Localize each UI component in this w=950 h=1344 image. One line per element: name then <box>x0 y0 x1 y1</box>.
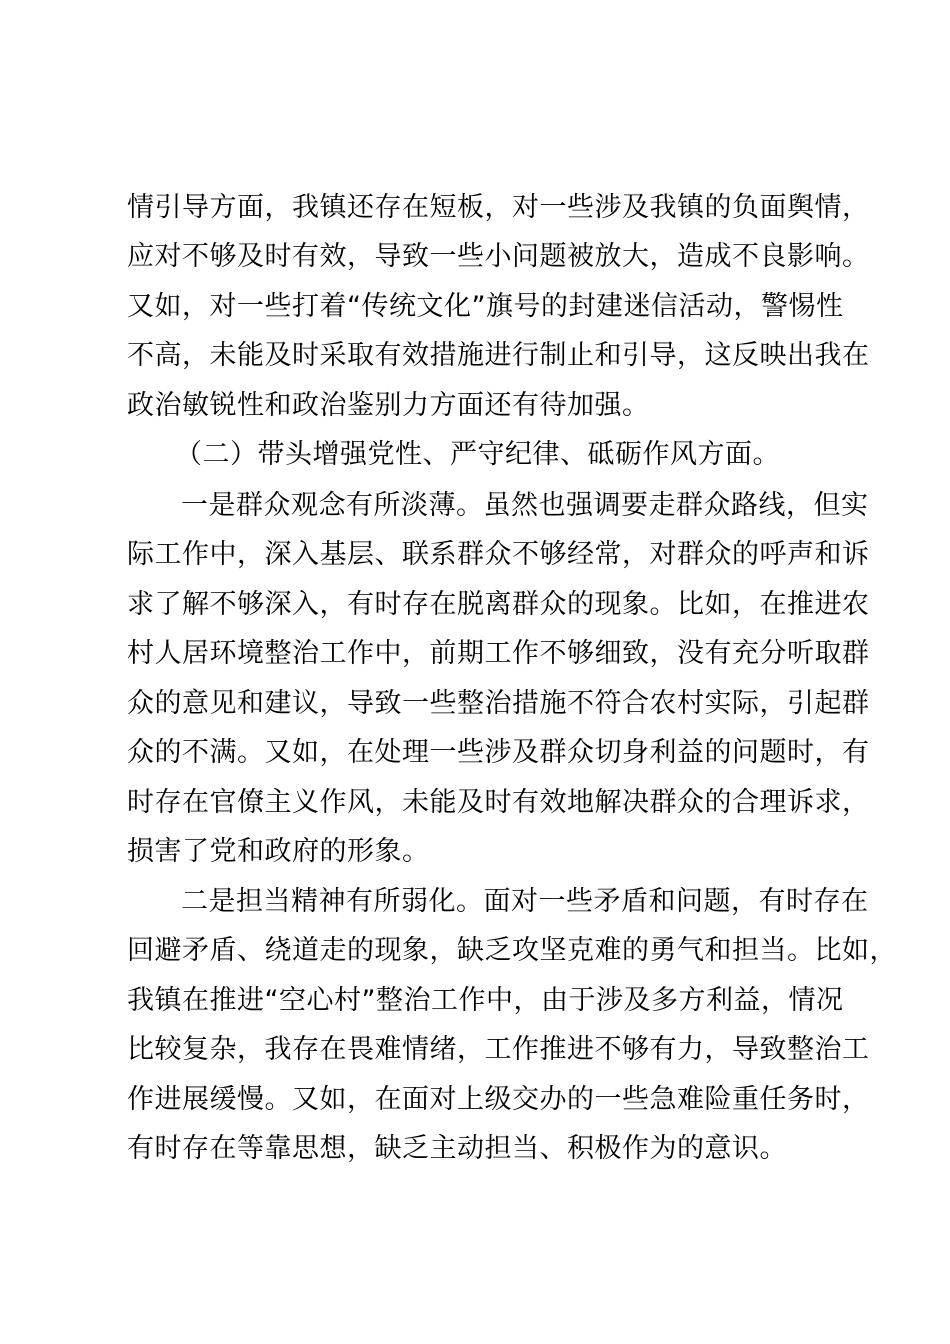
text-line: 一是群众观念有所淡薄。虽然也强调要走群众路线，但实 <box>181 490 869 521</box>
text-line: 时存在官僚主义作风，未能及时有效地解决群众的合理诉求， <box>127 787 870 818</box>
text-line: 众的意见和建议，导致一些整治措施不符合农村实际，引起群 <box>127 688 870 719</box>
text-line: 应对不够及时有效，导致一些小问题被放大，造成不良影响。 <box>127 241 870 272</box>
text-line: 有时存在等靠思想，缺乏主动担当、积极作为的意识。 <box>127 1133 787 1164</box>
text-line: 我镇在推进“空心村”整治工作中，由于涉及多方利益，情况 <box>127 985 844 1016</box>
text-line: 不高，未能及时采取有效措施进行制止和引导，这反映出我在 <box>127 340 870 371</box>
text-line: 政治敏锐性和政治鉴别力方面还有待加强。 <box>127 390 650 421</box>
text-line: 村人居环境整治工作中，前期工作不够细致，没有充分听取群 <box>127 638 870 669</box>
text-line: 众的不满。又如，在处理一些涉及群众切身利益的问题时，有 <box>127 737 870 768</box>
text-line: 情引导方面，我镇还存在短板，对一些涉及我镇的负面舆情， <box>127 192 870 223</box>
text-line: 作进展缓慢。又如，在面对上级交办的一些急难险重任务时， <box>127 1084 870 1115</box>
text-line: 比较复杂，我存在畏难情绪，工作推进不够有力，导致整治工 <box>127 1034 870 1065</box>
text-line: 际工作中，深入基层、联系群众不够经常，对群众的呼声和诉 <box>127 539 870 570</box>
text-line: 回避矛盾、绕道走的现象，缺乏攻坚克难的勇气和担当。比如， <box>127 935 897 966</box>
text-line: 二是担当精神有所弱化。面对一些矛盾和问题，有时存在 <box>181 886 869 917</box>
text-line: 损害了党和政府的形象。 <box>127 836 430 867</box>
text-line: 求了解不够深入，有时存在脱离群众的现象。比如，在推进农 <box>127 589 870 620</box>
text-line: 又如，对一些打着“传统文化”旗号的封建迷信活动，警惕性 <box>127 291 844 322</box>
section-heading: （二）带头增强党性、严守纪律、砥砺作风方面。 <box>175 439 780 470</box>
